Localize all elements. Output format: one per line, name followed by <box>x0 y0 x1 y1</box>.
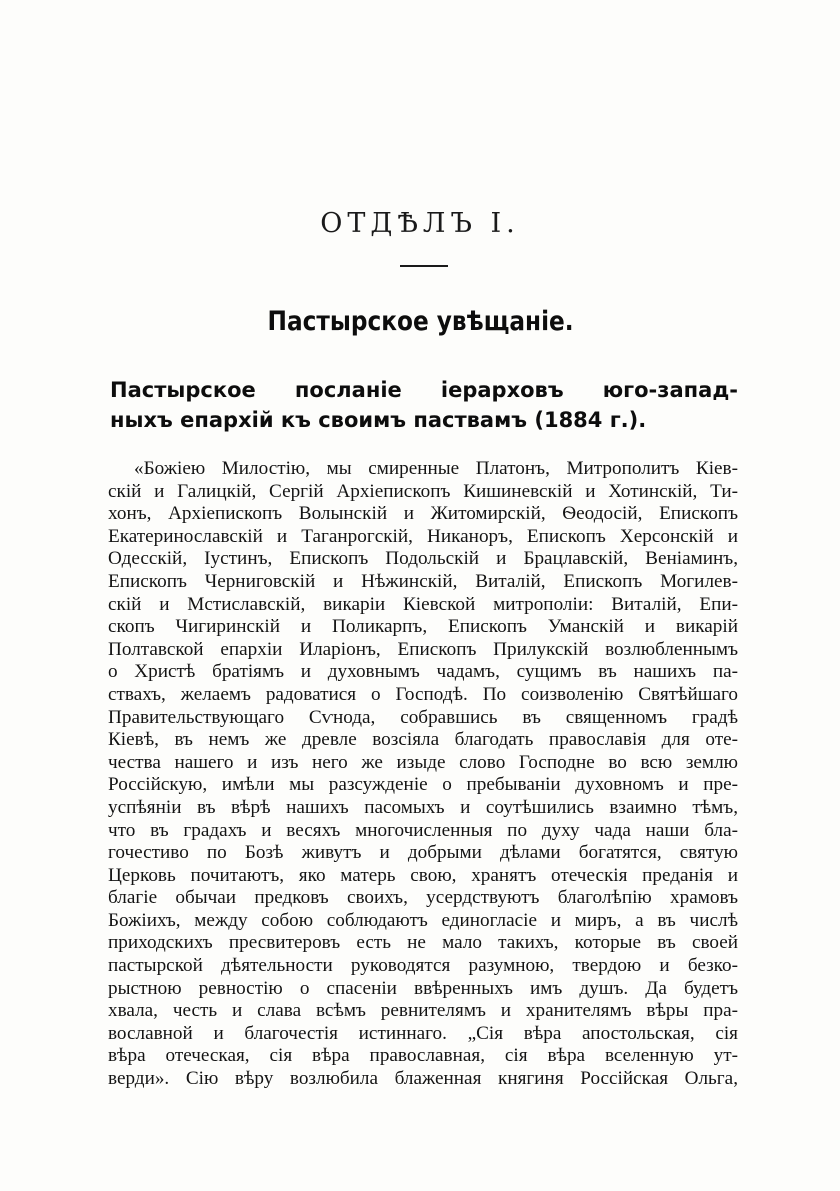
body-line: Правительствующаго Сѵнода, собравшись въ священномъ градѣ <box>108 706 738 728</box>
body-line: чества нашего и изъ него же изыде слово Господне во всю землю <box>108 751 738 773</box>
body-line: приходскихъ пресвитеровъ есть не мало такихъ, которые въ своей <box>108 932 738 954</box>
article-title-line: ныхъ епархій къ своимъ паствамъ (1884 г.). <box>110 408 647 432</box>
body-line: верди». Сію вѣру возлюбила блаженная княгиня Россійская Ольга, <box>108 1068 738 1090</box>
body-line: скій и Мстиславскій, викаріи Кіевской митрополіи: Виталій, Епи- <box>108 593 738 615</box>
heading-divider <box>400 265 448 267</box>
body-line: Полтавской епархіи Иларіонъ, Епископъ Прилукскій возлюбленнымъ <box>108 638 738 660</box>
body-line: успѣяніи въ вѣрѣ нашихъ пасомыхъ и соутѣшились взаимно тѣмъ, <box>108 796 738 818</box>
body-line: рыстною ревностію о спасеніи ввѣренныхъ имъ душъ. Да будетъ <box>108 977 738 999</box>
body-line: что въ градахъ и весяхъ многочисленныя по духу чада наши бла- <box>108 819 738 841</box>
body-line: благіе обычаи предковъ своихъ, усердствуютъ благолѣпію храмовъ <box>108 887 738 909</box>
body-line: вѣра отеческая, сія вѣра православная, сія вѣра вселенную ут- <box>108 1045 738 1067</box>
body-line: пастырской дѣятельности руководятся разумною, твердою и безко- <box>108 955 738 977</box>
body-line: Епископъ Черниговскій и Нѣжинскій, Виталій, Епископъ Могилев- <box>108 570 738 592</box>
body-line: Кіевѣ, въ немъ же древле возсіяла благодать православія для оте- <box>108 729 738 751</box>
body-line: гочестиво по Бозѣ живутъ и добрыми дѣлами богатятся, святую <box>108 842 738 864</box>
body-line: «Божіею Милостію, мы смиренные Платонъ, Митрополитъ Кіев- <box>134 458 738 479</box>
article-body <box>108 458 738 1091</box>
body-line: ствахъ, желаемъ радоватися о Господѣ. По соизволенію Святѣйшаго <box>108 683 738 705</box>
body-line: хонъ, Архіепископъ Волынскій и Житомирскій, Ѳеодосій, Епископъ <box>108 503 738 525</box>
body-line: Россійскую, имѣли мы разсужденіе о пребываніи духовномъ и пре- <box>108 774 738 796</box>
body-line: хвала, честь и слава всѣмъ ревнителямъ и хранителямъ вѣры пра- <box>108 1000 738 1022</box>
section-subheading: Пастырское увѣщаніе. <box>267 306 574 337</box>
article-title <box>110 375 738 435</box>
body-line: Церковь почитаютъ, яко матерь свою, хранятъ отеческія преданія и <box>108 864 738 886</box>
body-line: скій и Галицкій, Сергій Архіепископъ Кишиневскій и Хотинскій, Ти- <box>108 480 738 502</box>
body-line: скопъ Чигиринскій и Поликарпъ, Епископъ Уманскій и викарій <box>108 616 738 638</box>
body-line: Божіихъ, между собою соблюдаютъ единогласіе и миръ, а въ числѣ <box>108 909 738 931</box>
body-line: вославной и благочестія истиннаго. „Сія вѣра апостольская, сія <box>108 1022 738 1044</box>
article-title-line: Пастырское посланіе іерарховъ юго-запад- <box>110 378 738 402</box>
section-heading: ОТДѢЛЪ I. <box>320 208 520 239</box>
body-line: о Христѣ братіямъ и духовнымъ чадамъ, сущимъ въ нашихъ па- <box>108 661 738 683</box>
body-line: Екатеринославскій и Таганрогскій, Никаноръ, Епископъ Херсонскій и <box>108 525 738 547</box>
body-line: Одесскій, Іустинъ, Епископъ Подольскій и Брацлавскій, Веніаминъ, <box>108 548 738 570</box>
